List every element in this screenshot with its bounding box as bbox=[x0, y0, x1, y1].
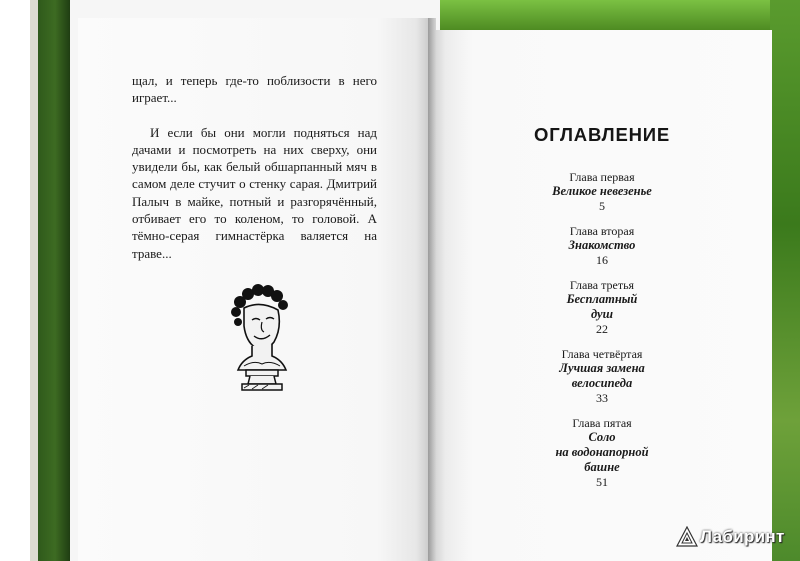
toc-chapter-title: Бесплатный bbox=[566, 292, 638, 306]
toc-page-number: 22 bbox=[596, 322, 608, 336]
left-page-text bbox=[132, 72, 377, 262]
toc-chapter-title: Великое невезенье bbox=[552, 184, 652, 198]
toc-chapter-title: велосипеда bbox=[571, 376, 633, 390]
toc-chapter-title: душ bbox=[591, 307, 613, 321]
paragraph: щал, и теперь где-то поблизости в него играет... bbox=[132, 73, 377, 106]
contents-title: ОГЛАВЛЕНИЕ bbox=[534, 124, 670, 145]
toc-entry bbox=[432, 224, 772, 267]
toc-chapter-label: Глава вторая bbox=[569, 224, 635, 238]
toc-entry bbox=[432, 170, 772, 213]
toc-chapter-title: на водонапорной bbox=[555, 445, 649, 459]
bust-illustration bbox=[222, 282, 302, 392]
toc-chapter-title: Лучшая замена bbox=[559, 361, 645, 375]
toc-entry bbox=[432, 278, 772, 336]
toc-chapter-title: Знакомство bbox=[568, 238, 636, 252]
toc-page-number: 16 bbox=[596, 253, 608, 267]
watermark bbox=[676, 524, 785, 550]
watermark-text: Лабиринт bbox=[700, 527, 785, 546]
toc-chapter-title: Соло bbox=[588, 430, 616, 444]
toc-chapter-label: Глава четвёртая bbox=[561, 347, 643, 361]
toc-chapter-label: Глава первая bbox=[569, 170, 635, 184]
toc-page-number: 33 bbox=[596, 391, 608, 405]
book-cover-left-edge bbox=[0, 0, 70, 561]
toc-entry bbox=[432, 347, 772, 405]
paragraph: И если бы они могли подняться над дачами и посмотреть на них сверху, они увидели бы, как белый обшарпанный мяч в самом деле стучит о стенку сарая. Дмитрий Палыч в майке, потный и разгорячённый, отбивает его то коленом, то головой. А тёмно-серая гимнастёрка валяется на траве... bbox=[132, 124, 377, 261]
toc-chapter-label: Глава третья bbox=[569, 278, 635, 292]
book-cover-top-edge bbox=[440, 0, 800, 30]
table-of-contents bbox=[432, 170, 772, 500]
toc-chapter-title: башне bbox=[584, 460, 620, 474]
book-cover-right-edge bbox=[770, 0, 800, 561]
toc-page-number: 5 bbox=[599, 199, 605, 213]
toc-chapter-label: Глава пятая bbox=[572, 416, 632, 430]
labyrinth-logo-icon bbox=[676, 526, 698, 548]
toc-entry bbox=[432, 416, 772, 489]
toc-page-number: 51 bbox=[596, 475, 608, 489]
